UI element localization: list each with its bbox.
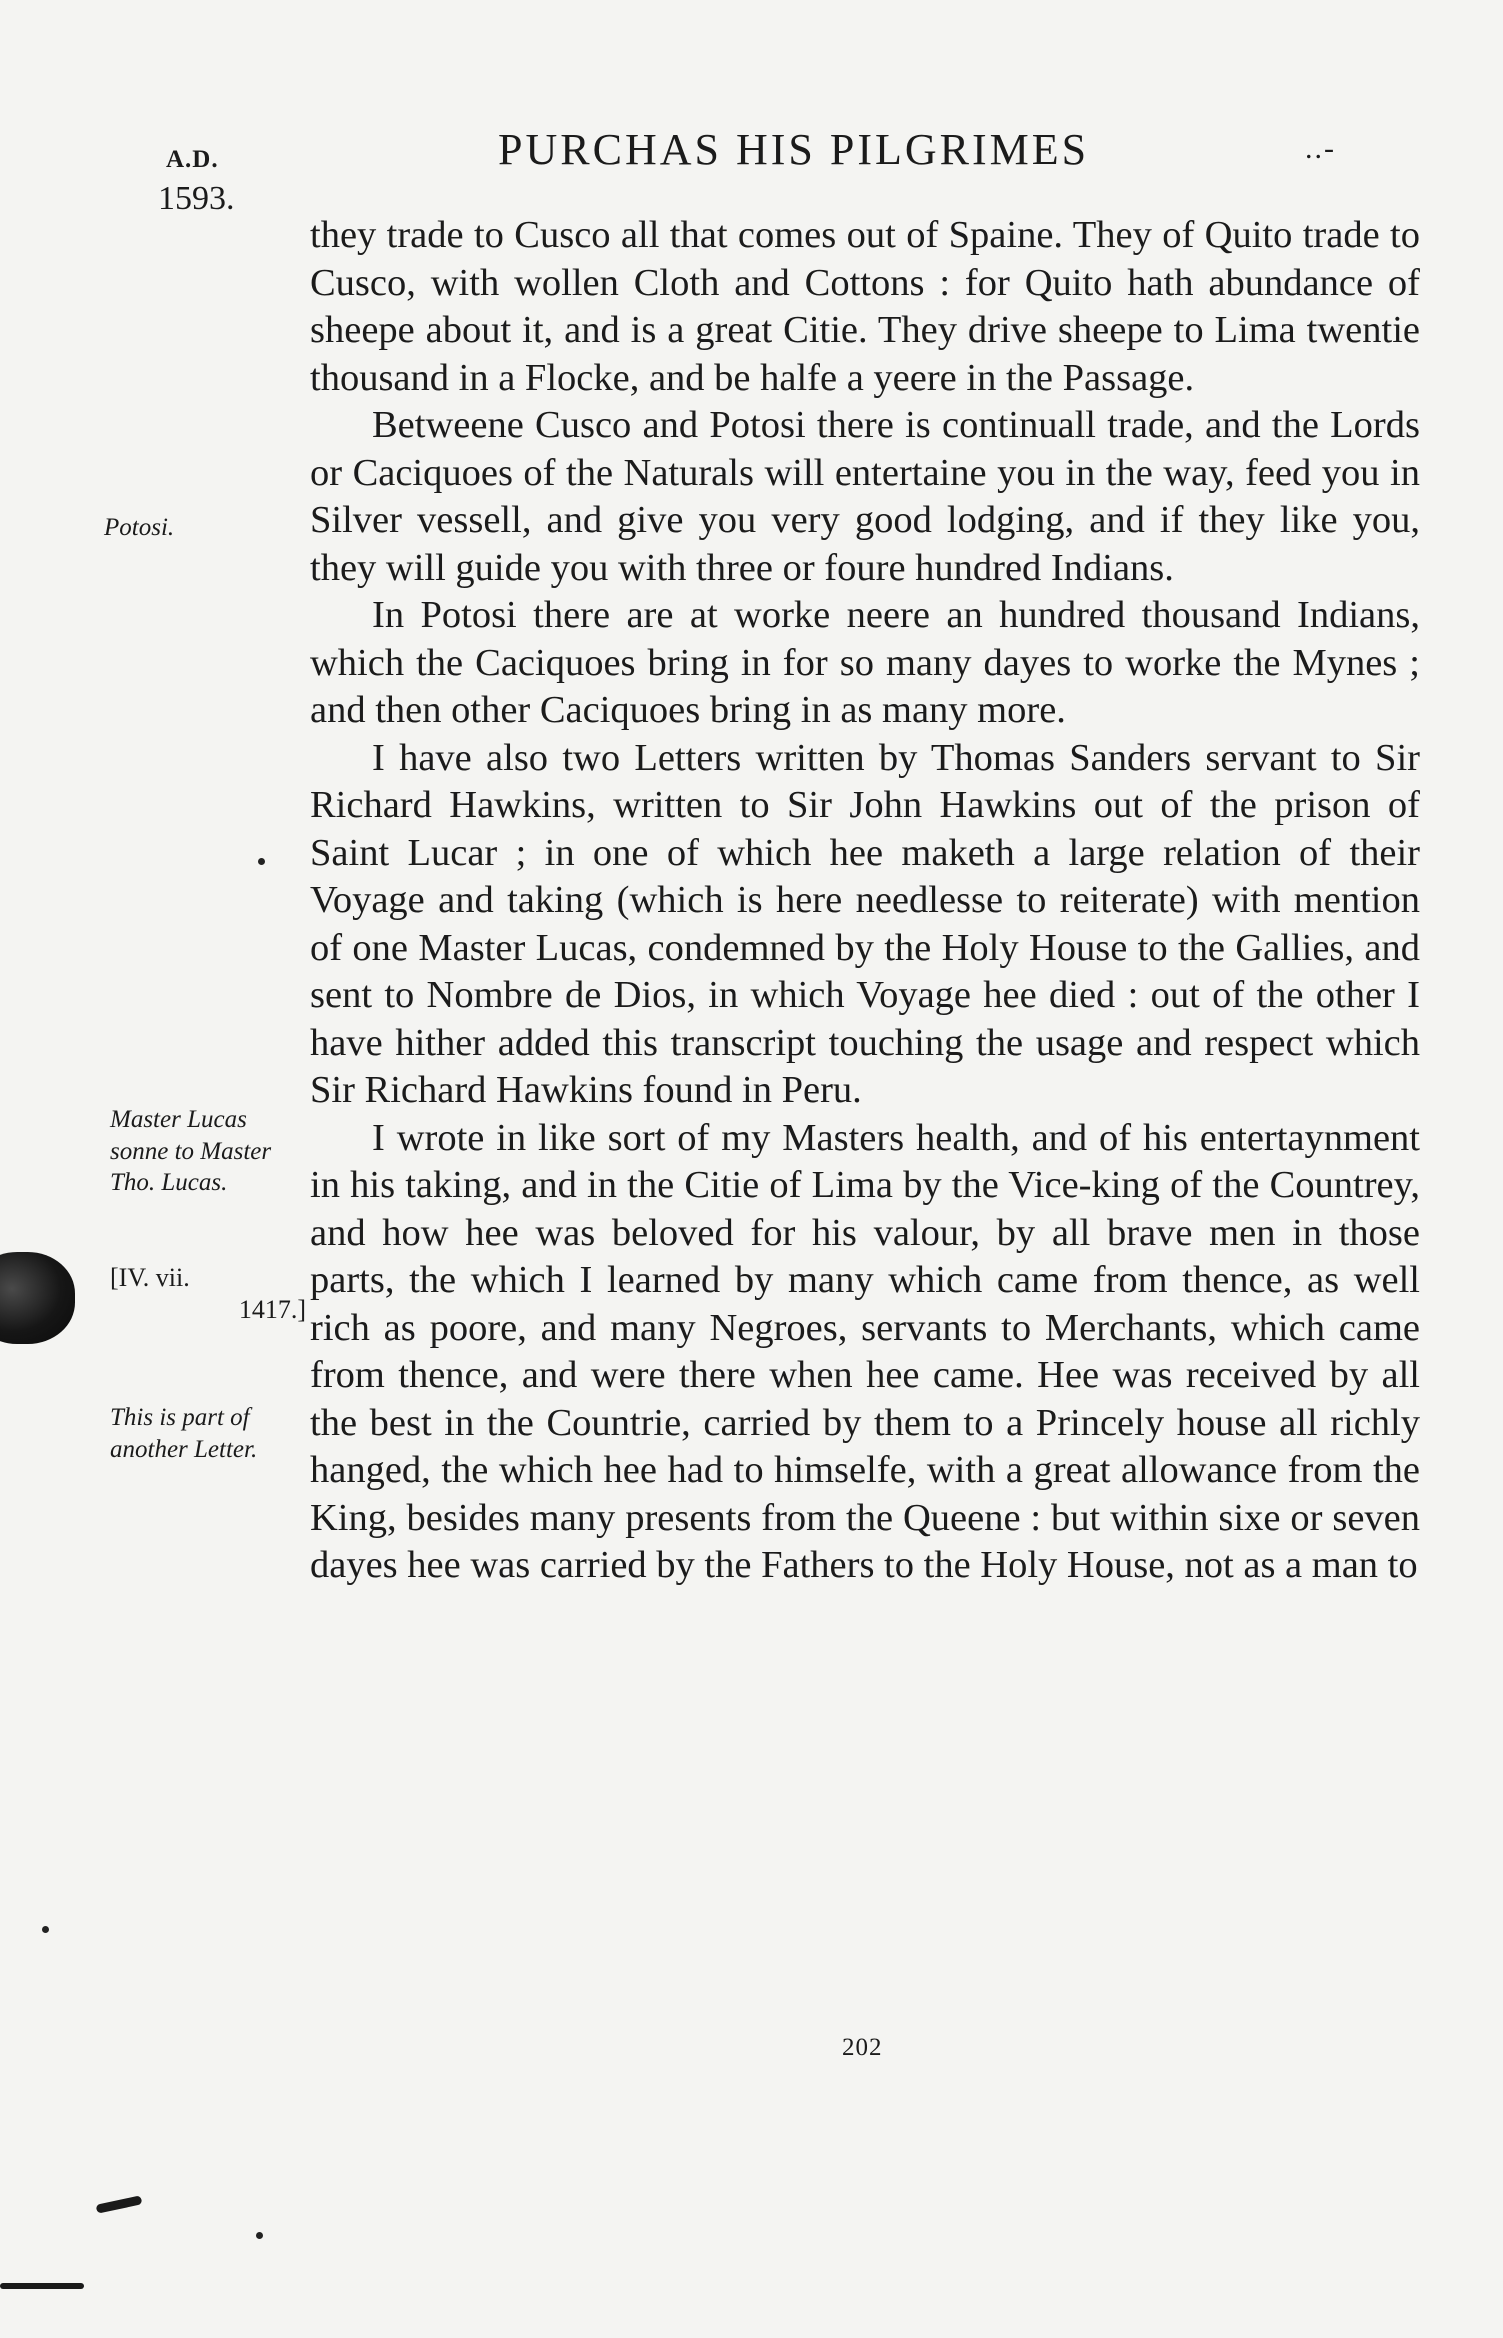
reference-page: 1417.] (238, 1294, 306, 1324)
era-label: A.D. (166, 146, 219, 173)
margin-note-lucas: Master Lucas sonne to Master Tho. Lucas. (110, 1106, 272, 1196)
running-head (0, 118, 1503, 178)
ink-smudge (0, 2283, 84, 2289)
thumb-shadow (0, 1252, 75, 1344)
year-label: 1593. (158, 180, 235, 217)
margin-note-letter: This is part of another Letter. (110, 1404, 258, 1463)
ink-dot (258, 858, 265, 865)
reference-volume: [IV. vii. (110, 1263, 190, 1292)
margin-note-reference (110, 1262, 306, 1325)
margin-note-potosi: Potosi. (104, 514, 175, 541)
paragraph-potosi-mines: In Potosi there are at worke neere an hundred thousand Indians, which the Caciquoes bring in for so many dayes to worke the Mynes ; and then other Caciquoes bring in as many more. (310, 594, 1420, 731)
paragraph-potosi-trade: Betweene Cusco and Potosi there is continuall trade, and the Lords or Caciquoes of the Naturals will entertaine you in the way, feed you in Silver vessell, and give you very good lodging, and if they like you, they will guide you with three or foure hundred Indians. (310, 404, 1420, 589)
ink-dot (42, 1926, 49, 1933)
paragraph-trade-cusco: they trade to Cusco all that comes out of Spaine. They of Quito trade to Cusco, with wollen Cloth and Cottons : for Quito hath abundance of sheepe about it, and is a great Citie. They drive sheepe to Lima twentie thousand in a Flocke, and be halfe a yeere in the Passage. (310, 214, 1420, 399)
paragraph-hawkins-peru: I wrote in like sort of my Masters health, and of his entertaynment in his taking, and in the Citie of Lima by the Vice-king of the Countrey, and how hee was beloved for his valour, by all brave men in those parts, the which I learned by many which came from thence, as well rich as poore, and many Negroes, servants to Merchants, which came from thence, and were there when hee came. Hee was received by all the best in the Countrie, carried by them to a Princely house all richly hanged, the which hee had to himselfe, with a great allowance from the King, besides many presents from the Queene : but within sixe or seven dayes hee was carried by the Fathers to the Holy House, not as a man to (310, 1116, 1420, 1586)
ink-smudge (96, 2195, 143, 2213)
head-mark: ..- (1305, 132, 1336, 165)
paragraph-sanders-letters: I have also two Letters written by Thomas Sanders servant to Sir Richard Hawkins, written to Sir John Hawkins out of the prison of Saint Lucar ; in one of which hee maketh a large relation of their Voyage and taking (which is here needlesse to reiterate) with mention of one Master Lucas, condemned by the Holy House to the Gallies, and sent to Nombre de Dios, in which Voyage hee died : out of the other I have hither added this transcript touching the usage and respect which Sir Richard Hawkins found in Peru. (310, 736, 1420, 1111)
page-number: 202 (842, 2034, 883, 2061)
ink-dot (256, 2232, 263, 2239)
main-text (310, 212, 1420, 1590)
page-title: PURCHAS HIS PILGRIMES (498, 125, 1090, 174)
